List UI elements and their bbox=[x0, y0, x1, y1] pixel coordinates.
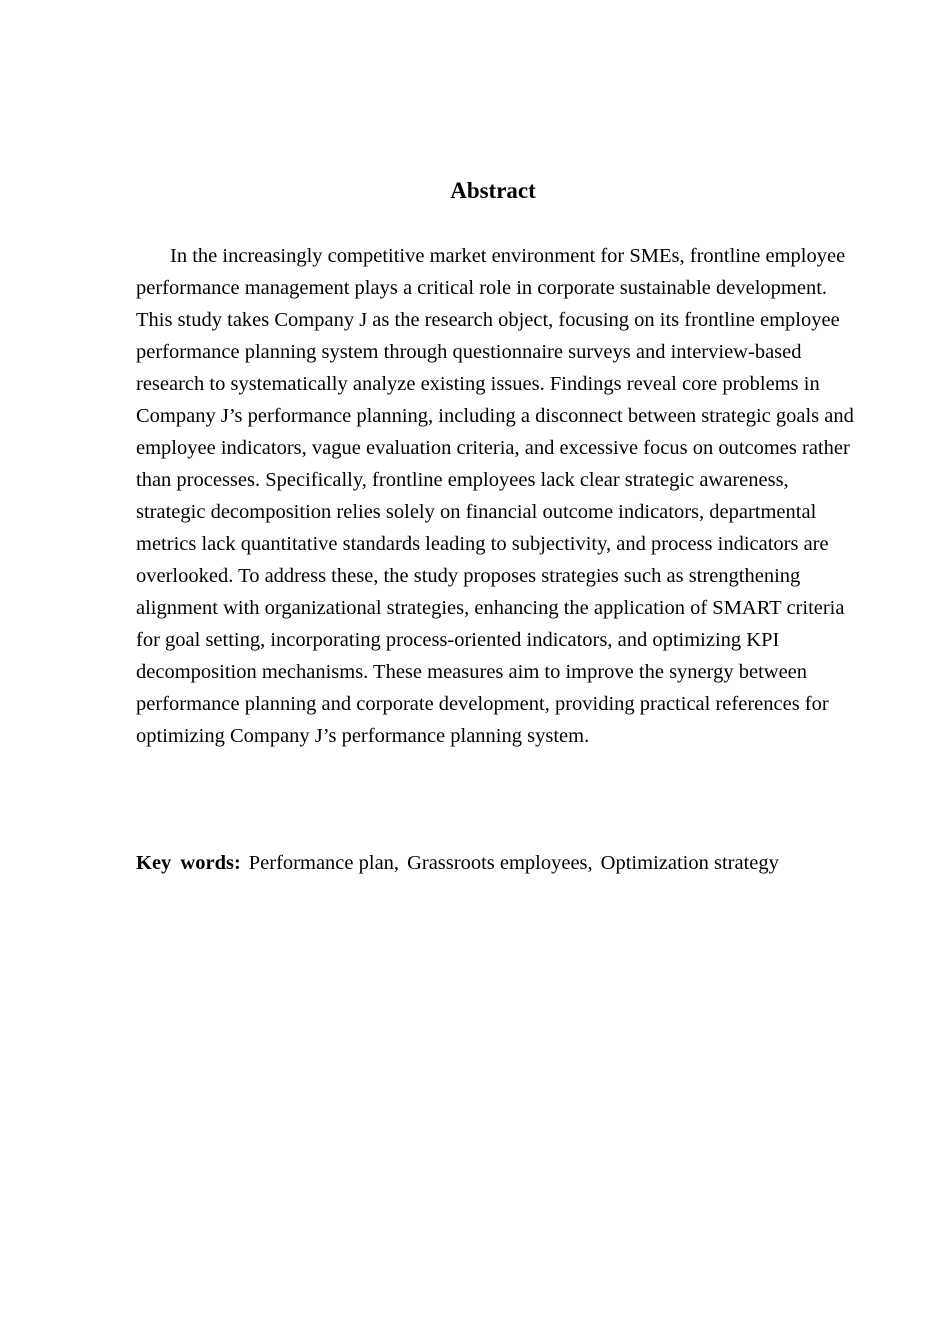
keyword-item: Grassroots employees, bbox=[407, 852, 593, 874]
keywords-line bbox=[136, 847, 876, 879]
keywords-label: Key words: bbox=[136, 852, 241, 874]
abstract-body: In the increasingly competitive market environment for SMEs, frontline employee performance management plays a critical role in corporate sustainable development. This study takes Company J as the research object, focusing on its frontline employee performance planning system through questionnaire surveys and interview-based research to systematically analyze existing issues. Findings reveal core problems in Company J’s performance planning, including a disconnect between strategic goals and employee indicators, vague evaluation criteria, and excessive focus on outcomes rather than processes. Specifically, frontline employees lack clear strategic awareness, strategic decomposition relies solely on financial outcome indicators, departmental metrics lack quantitative standards leading to subjectivity, and process indicators are overlooked. To address these, the study proposes strategies such as strengthening alignment with organizational strategies, enhancing the application of SMART criteria for goal setting, incorporating process-oriented indicators, and optimizing KPI decomposition mechanisms. These measures aim to improve the synergy between performance planning and corporate development, providing practical references for optimizing Company J’s performance planning system. bbox=[136, 245, 854, 747]
abstract-title: Abstract bbox=[450, 178, 536, 203]
keyword-item: Performance plan, bbox=[248, 852, 400, 874]
keyword-item: Optimization strategy bbox=[600, 852, 779, 874]
